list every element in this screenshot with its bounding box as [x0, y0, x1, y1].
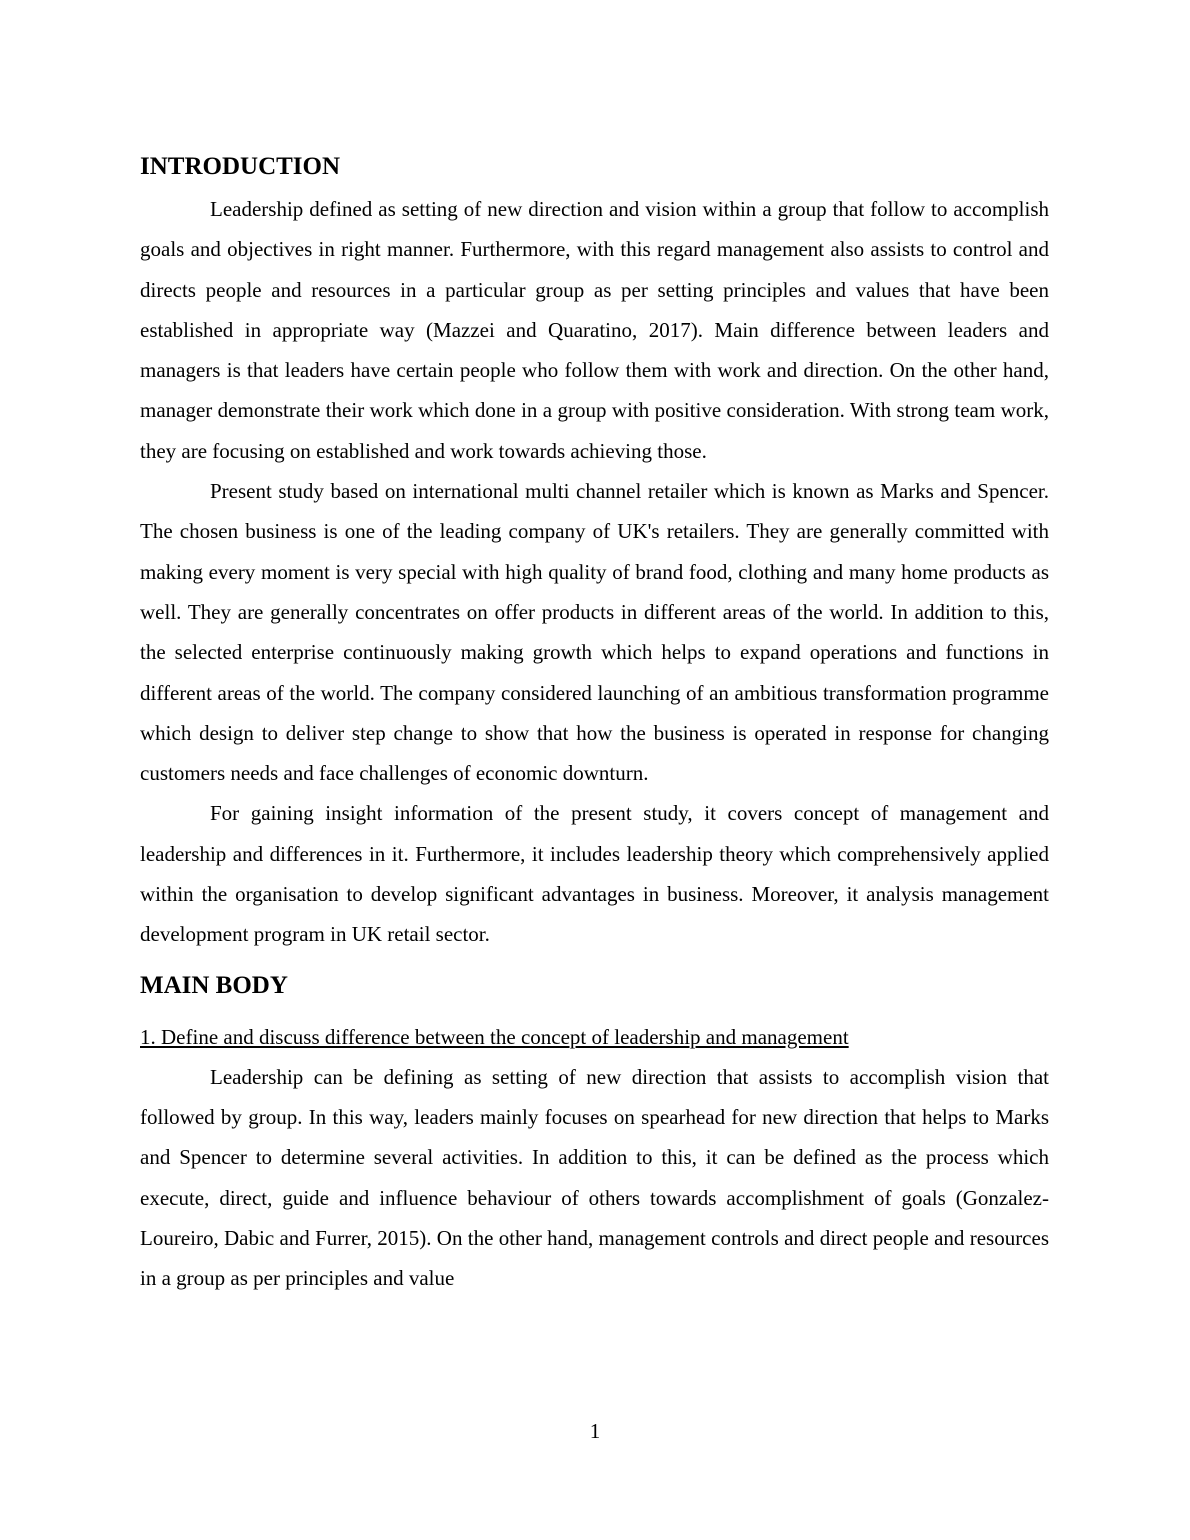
introduction-paragraph-1: Leadership defined as setting of new direction and vision within a group that follow to accomplish goals and objectives in right manner. Furthermore, with this regard management also assists to control and directs people and resources in a particular group as per setting principles and values that have been established in appropriate way (Mazzei and Quaratino, 2017). Main difference between leaders and managers is that leaders have certain people who follow them with work and direction. On the other hand, manager demonstrate their work which done in a group with positive consideration. With strong team work, they are focusing on established and work towards achieving those.: [140, 197, 1049, 463]
main-body-paragraph-1: Leadership can be defining as setting of new direction that assists to accomplish vision that followed by group. In this way, leaders mainly focuses on spearhead for new direction that helps to Marks and Spencer to determine several activities. In addition to this, it can be defined as the process which execute, direct, guide and influence behaviour of others towards accomplishment of goals (Gonzalez-Loureiro, Dabic and Furrer, 2015). On the other hand, management controls and direct people and resources in a group as per principles and value: [140, 1064, 1049, 1291]
introduction-paragraph-3: For gaining insight information of the present study, it covers concept of management and leadership and differences in it. Furthermore, it includes leadership theory which comprehensively applied within the organisation to develop significant advantages in business. Moreover, it analysis management development program in UK retail sector.: [140, 801, 1049, 947]
document-page: [140, 150, 1049, 1298]
page-number: 1: [589, 1419, 601, 1443]
introduction-paragraph-2: Present study based on international multi channel retailer which is known as Marks and Spencer. The chosen business is one of the leading company of UK's retailers. They are generally committed with making every moment is very special with high quality of brand food, clothing and many home products as well. They are generally concentrates on offer products in different areas of the world. In addition to this, the selected enterprise continuously making growth which helps to expand operations and functions in different areas of the world. The company considered launching of an ambitious transformation programme which design to deliver step change to show that how the business is operated in response for changing customers needs and face challenges of economic downturn.: [140, 479, 1049, 786]
introduction-heading: INTRODUCTION: [140, 153, 341, 180]
section-1-subheading: 1. Define and discuss difference between the concept of leadership and management: [140, 1024, 849, 1049]
main-body-heading: MAIN BODY: [140, 971, 288, 999]
